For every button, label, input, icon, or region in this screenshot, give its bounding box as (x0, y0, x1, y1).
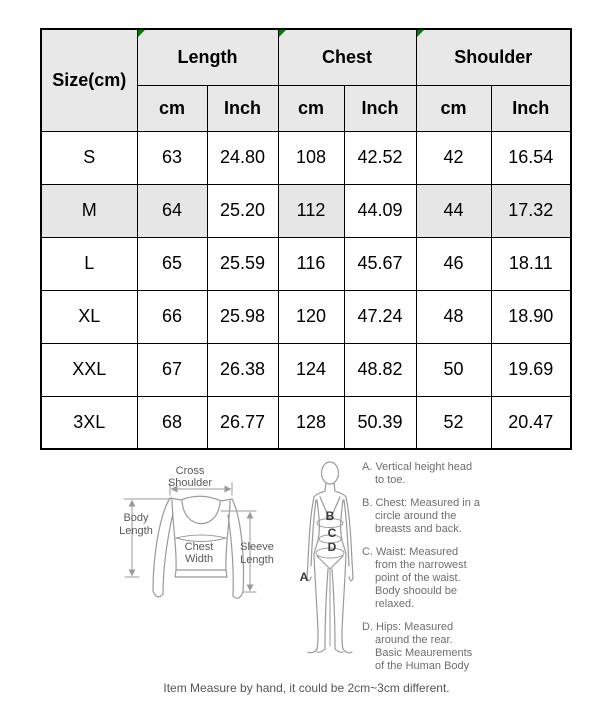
value-cell: 17.32 (491, 184, 571, 237)
unit-header-length-cm: cm (137, 85, 207, 131)
note-line: A. Vertical height head (362, 461, 473, 473)
value-cell: 25.20 (207, 184, 278, 237)
cross-shoulder-label: Shoulder (167, 477, 213, 489)
chest-group-label: Chest (321, 46, 372, 67)
unit-header-chest-inch: Inch (344, 85, 416, 131)
value-cell: 48 (416, 290, 491, 343)
value-cell: 120 (278, 290, 344, 343)
measurement-note (362, 621, 494, 673)
value-cell: 26.77 (207, 396, 278, 449)
value-cell: 24.80 (207, 131, 278, 184)
note-line: breasts and back. (375, 523, 462, 535)
table-row (41, 290, 571, 343)
body-length-label: Body (123, 512, 149, 524)
value-cell: 18.90 (491, 290, 571, 343)
value-cell: 108 (278, 131, 344, 184)
value-cell: 66 (137, 290, 207, 343)
note-line: to toe. (375, 474, 406, 486)
footer-note: Item Measure by hand, it could be 2cm~3cm different. (163, 681, 450, 695)
value-cell: 42 (416, 131, 491, 184)
figure-label-b: B (325, 509, 335, 523)
value-cell: 44.09 (344, 184, 416, 237)
size-cell: S (41, 131, 137, 184)
size-table (40, 28, 572, 450)
table-row (41, 396, 571, 449)
value-cell: 50 (416, 343, 491, 396)
unit-header-chest-cm: cm (278, 85, 344, 131)
value-cell: 16.54 (491, 131, 571, 184)
shoulder-group-label: Shoulder (454, 46, 533, 67)
note-line: relaxed. (375, 598, 415, 610)
value-cell: 45.67 (344, 237, 416, 290)
measurement-diagram (0, 456, 613, 676)
note-line: Basic Meaurements (375, 647, 473, 659)
body-length-label: Length (119, 525, 153, 537)
value-cell: 47.24 (344, 290, 416, 343)
value-cell: 52 (416, 396, 491, 449)
measurement-note (362, 497, 494, 536)
value-cell: 124 (278, 343, 344, 396)
measurement-note (362, 546, 494, 611)
value-cell: 25.98 (207, 290, 278, 343)
value-cell: 64 (137, 184, 207, 237)
unit-header-shoulder-cm: cm (416, 85, 491, 131)
value-cell: 128 (278, 396, 344, 449)
value-cell: 25.59 (207, 237, 278, 290)
value-cell: 20.47 (491, 396, 571, 449)
chest-group-header (278, 29, 416, 85)
cell-corner-marker-icon (279, 30, 286, 37)
table-row (41, 343, 571, 396)
value-cell: 19.69 (491, 343, 571, 396)
measurement-notes (362, 461, 494, 683)
length-group-label: Length (177, 46, 238, 67)
unit-header-length-inch: Inch (207, 85, 278, 131)
chest-width-label: Width (184, 553, 214, 565)
note-line: circle around the (375, 510, 457, 522)
cell-corner-marker-icon (417, 30, 424, 37)
size-cell: XL (41, 290, 137, 343)
note-line: C. Waist: Measured (362, 546, 459, 558)
length-group-header (137, 29, 278, 85)
note-line: of the Human Body (375, 660, 470, 672)
value-cell: 44 (416, 184, 491, 237)
garment-sketch (103, 458, 307, 608)
value-cell: 63 (137, 131, 207, 184)
value-cell: 48.82 (344, 343, 416, 396)
cross-shoulder-label: Cross (175, 465, 205, 477)
sleeve-length-label: Length (240, 554, 274, 566)
table-row (41, 237, 571, 290)
body-outline-icon (307, 462, 353, 653)
value-cell: 18.11 (491, 237, 571, 290)
value-cell: 68 (137, 396, 207, 449)
value-cell: 112 (278, 184, 344, 237)
value-cell: 46 (416, 237, 491, 290)
note-line: B. Chest: Measured in a (362, 497, 481, 509)
note-line: around the rear. (375, 634, 453, 646)
value-cell: 50.39 (344, 396, 416, 449)
size-cell: 3XL (41, 396, 137, 449)
note-line: from the narrowest (375, 559, 467, 571)
table-row (41, 184, 571, 237)
measurement-note (362, 461, 494, 487)
sleeve-length-label: Sleeve (240, 541, 274, 553)
chest-width-label: Chest (184, 541, 214, 553)
unit-header-shoulder-inch: Inch (491, 85, 571, 131)
value-cell: 26.38 (207, 343, 278, 396)
value-cell: 116 (278, 237, 344, 290)
figure-label-d: D (327, 540, 337, 554)
shoulder-group-header (416, 29, 571, 85)
size-cell: M (41, 184, 137, 237)
figure-label-a: A (299, 570, 309, 584)
value-cell: 65 (137, 237, 207, 290)
note-line: point of the waist. (375, 572, 461, 584)
size-cell: L (41, 237, 137, 290)
value-cell: 42.52 (344, 131, 416, 184)
size-column-header: Size(cm) (41, 29, 137, 131)
size-cell: XXL (41, 343, 137, 396)
figure-label-c: C (327, 526, 337, 540)
note-line: D. Hips: Measured (362, 621, 454, 633)
cell-corner-marker-icon (138, 30, 145, 37)
table-row (41, 131, 571, 184)
value-cell: 67 (137, 343, 207, 396)
note-line: Body shoould be (375, 585, 457, 597)
body-figure-sketch (290, 456, 372, 666)
